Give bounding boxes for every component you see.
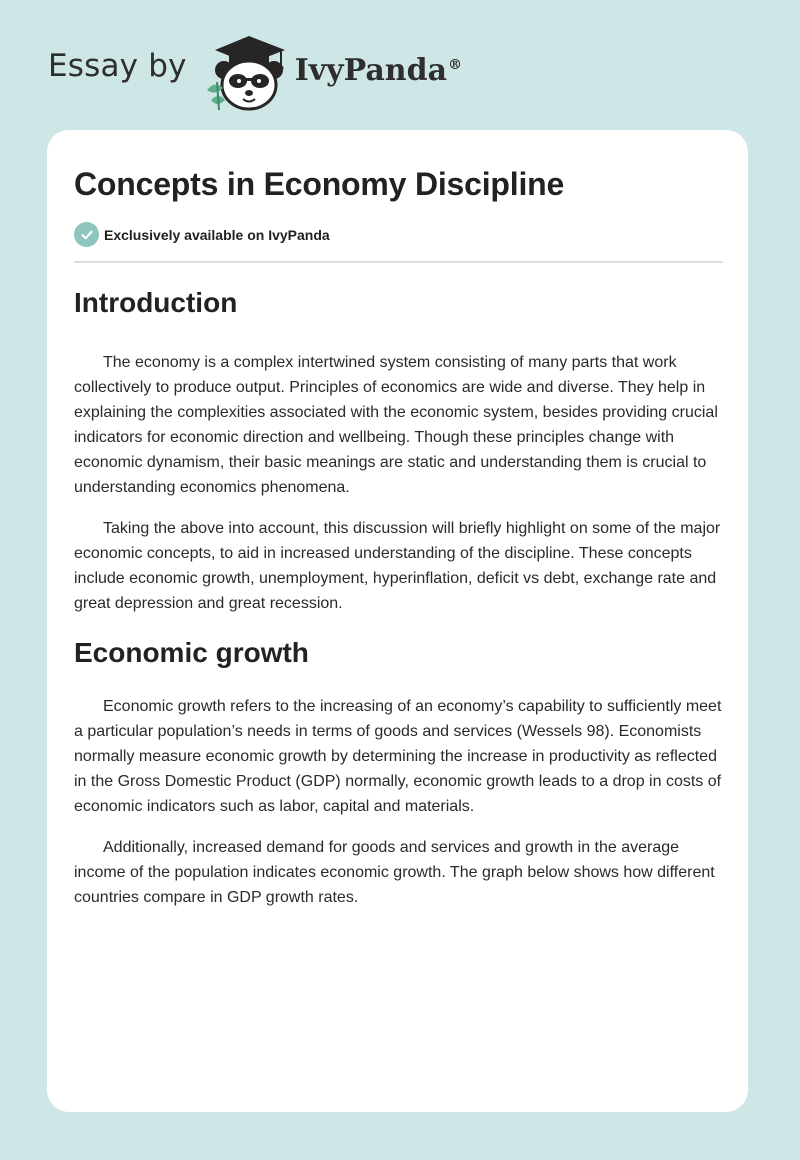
badge-label: Exclusively available on IvyPanda	[104, 226, 330, 243]
brand-name	[295, 53, 462, 88]
paragraph: Additionally, increased demand for goods and services and growth in the average income of the population indicates economic growth. The graph below shows how different countries compare in GDP growth rates.	[74, 839, 715, 906]
article-body	[74, 280, 723, 910]
paragraph: Taking the above into account, this discussion will briefly highlight on some of the major economic concepts, to aid in increased understanding of the discipline. These concepts include economic growth, unemployment, hyperinflation, deficit vs debt, exchange rate and great depression and great recession.	[74, 520, 721, 612]
divider	[74, 261, 723, 263]
panda-graduate-icon	[201, 32, 293, 112]
section-introduction	[74, 288, 723, 616]
check-circle-icon	[74, 222, 99, 247]
exclusive-badge	[74, 222, 330, 247]
brand-name-text: IvyPanda	[294, 52, 448, 88]
section-heading: Introduction	[74, 287, 238, 318]
brand-prefix: Essay by	[48, 48, 187, 84]
site-header	[48, 32, 462, 112]
essay-card	[47, 130, 748, 1112]
paragraph: The economy is a complex intertwined system consisting of many parts that work collectively to produce output. Principles of economics are wide and diverse. They help in explaining the complexities associated with the economic system, besides providing crucial indicators for economic direction and wellbeing. Though these principles change with economic dynamism, their basic meanings are static and understanding them is crucial to understanding economics phenomena.	[74, 354, 718, 496]
section-economic-growth	[74, 638, 723, 910]
registered-mark: ®	[448, 56, 463, 73]
page-title: Concepts in Economy Discipline	[74, 166, 565, 202]
paragraph: Economic growth refers to the increasing of an economy’s capability to sufficiently meet a particular population’s needs in terms of goods and services (Wessels 98). Economists normally measure economic growth by determining the increase in productivity as reflected in the Gross Domestic Product (GDP) normally, economic growth leads to a drop in costs of economic indicators such as labor, capital and materials.	[74, 698, 722, 815]
section-heading: Economic growth	[74, 637, 309, 668]
